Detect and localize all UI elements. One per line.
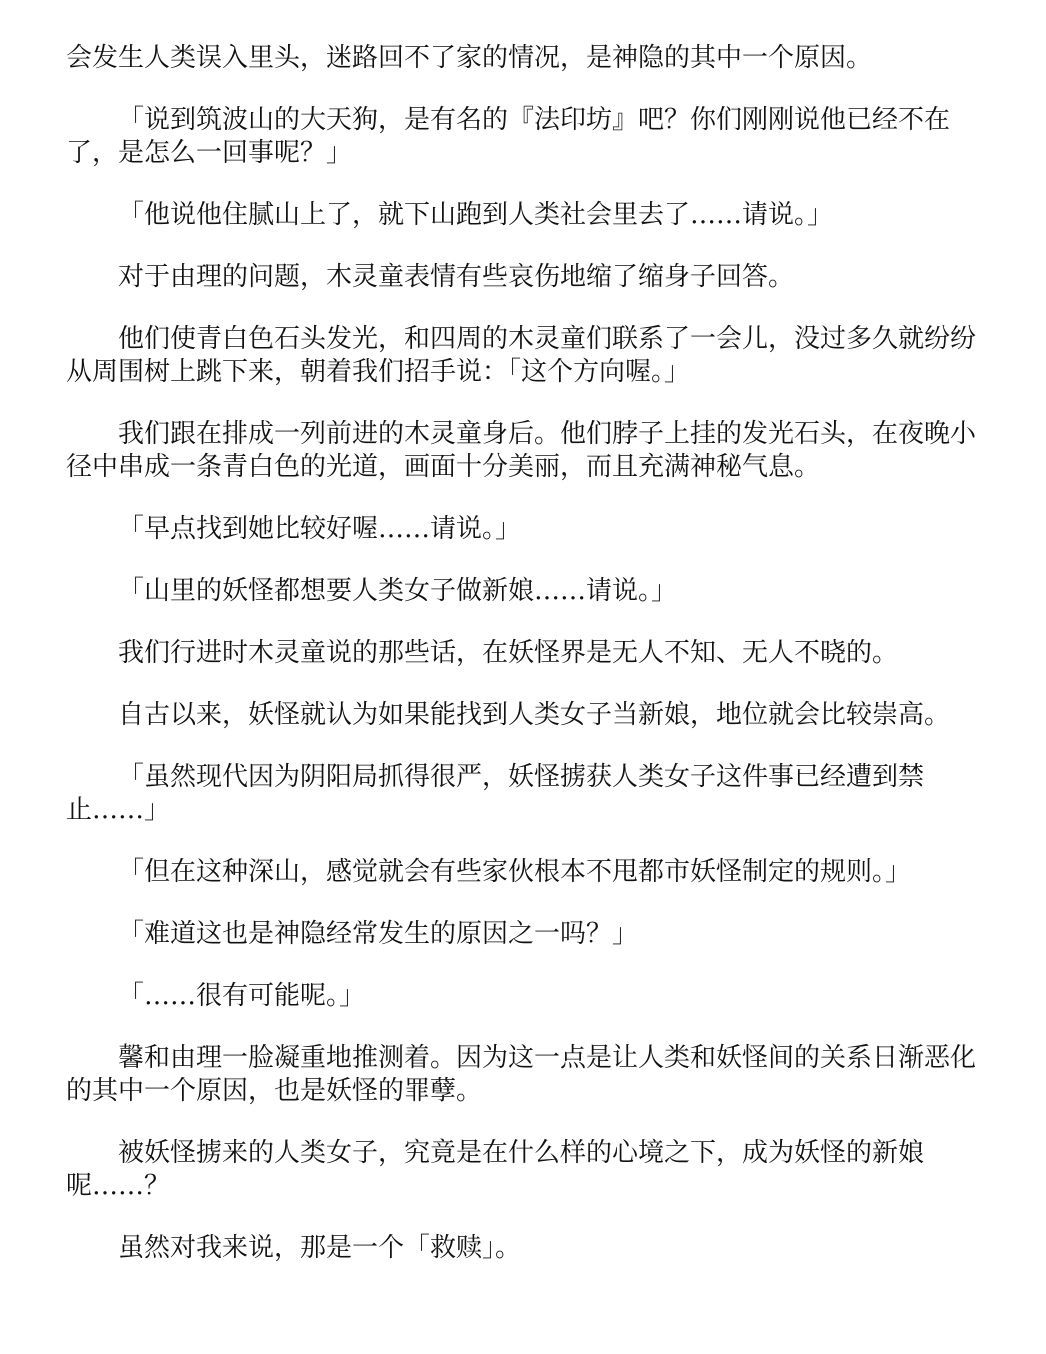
paragraph-10: 自古以来，妖怪就认为如果能找到人类女子当新娘，地位就会比较崇高。 bbox=[118, 700, 951, 730]
paragraph-2: 「说到筑波山的大天狗，是有名的『法印坊』吧？你们刚刚说他已经不在了，是怎么一回事呢？」 bbox=[66, 105, 951, 168]
paragraph-13: 「难道这也是神隐经常发生的原因之一吗？」 bbox=[118, 919, 639, 949]
paragraph-17: 虽然对我来说，那是一个「救赎」。 bbox=[118, 1233, 522, 1263]
paragraph-16: 被妖怪掳来的人类女子，究竟是在什么样的心境之下，成为妖怪的新娘呢……？ bbox=[66, 1138, 925, 1201]
paragraph-6: 我们跟在排成一列前进的木灵童身后。他们脖子上挂的发光石头，在夜晚小径中串成一条青白色的光道，画面十分美丽，而且充满神秘气息。 bbox=[66, 419, 977, 482]
paragraph-9: 我们行进时木灵童说的那些话，在妖怪界是无人不知、无人不晓的。 bbox=[118, 638, 899, 668]
document-page bbox=[66, 42, 986, 1294]
paragraph-7: 「早点找到她比较好喔……请说。」 bbox=[118, 514, 522, 544]
paragraph-5: 他们使青白色石头发光，和四周的木灵童们联系了一会儿，没过多久就纷纷从周围树上跳下来，朝着我们招手说：「这个方向喔。」 bbox=[66, 324, 977, 387]
paragraph-3: 「他说他住腻山上了，就下山跑到人类社会里去了……请说。」 bbox=[118, 200, 834, 230]
paragraph-1: 会发生人类误入里头，迷路回不了家的情况，是神隐的其中一个原因。 bbox=[66, 43, 873, 73]
paragraph-11: 「虽然现代因为阴阳局抓得很严，妖怪掳获人类女子这件事已经遭到禁止……」 bbox=[66, 762, 925, 825]
paragraph-8: 「山里的妖怪都想要人类女子做新娘……请说。」 bbox=[118, 576, 678, 606]
paragraph-15: 馨和由理一脸凝重地推测着。因为这一点是让人类和妖怪间的关系日渐恶化的其中一个原因，也是妖怪的罪孽。 bbox=[66, 1043, 977, 1106]
paragraph-14: 「……很有可能呢。」 bbox=[118, 981, 366, 1011]
paragraph-4: 对于由理的问题，木灵童表情有些哀伤地缩了缩身子回答。 bbox=[118, 262, 795, 292]
paragraph-12: 「但在这种深山，感觉就会有些家伙根本不甩都市妖怪制定的规则。」 bbox=[118, 857, 912, 887]
